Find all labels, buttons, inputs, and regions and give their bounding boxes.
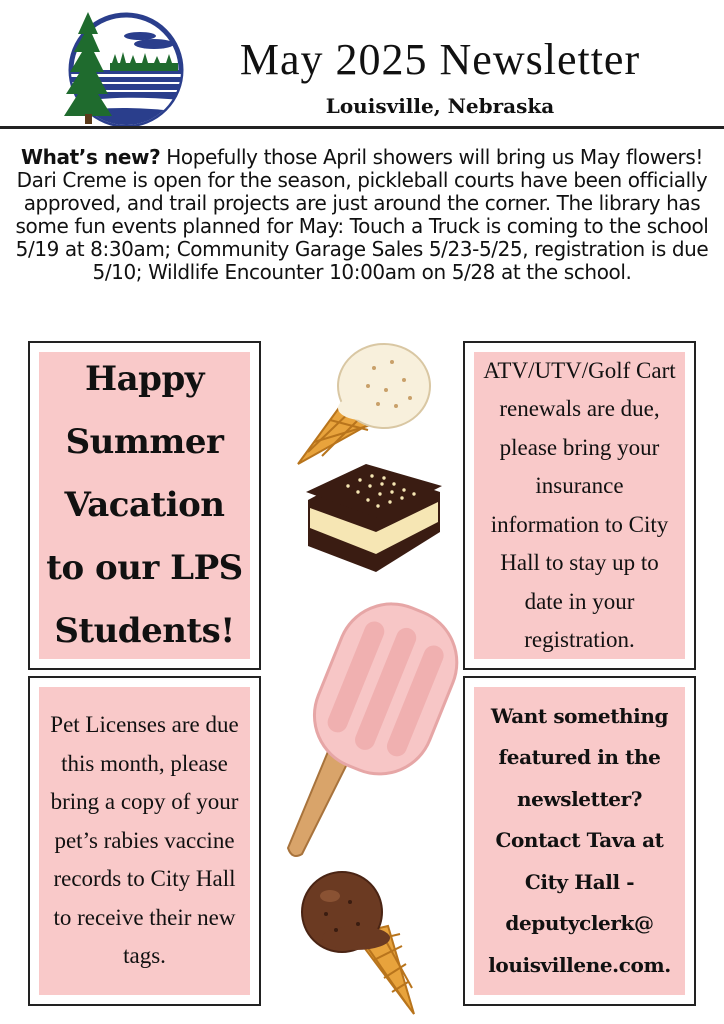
atv-renewal-card <box>463 341 696 670</box>
tree-lake-logo-icon <box>50 8 186 128</box>
vanilla-ice-cream-cone-icon <box>292 328 442 468</box>
pet-license-card <box>28 676 261 1006</box>
intro-paragraph <box>12 146 712 284</box>
summer-vacation-card <box>28 341 261 670</box>
pink-popsicle-icon <box>282 592 462 862</box>
contact-text: Want something featured in the newsletter? Contact Tava at City Hall - deputyclerk@ louisvillene.com. <box>488 703 671 977</box>
page-title: May 2025 Newsletter <box>239 35 641 84</box>
ice-cream-sandwich-icon <box>298 462 448 580</box>
contact-card <box>463 676 696 1006</box>
summer-vacation-text: Happy Summer Vacation to our LPS Students! <box>46 359 243 651</box>
intro-body: Hopefully those April showers will bring us May flowers! Dari Creme is open for the season, pickleball courts have been officially approved, and trail projects are just around the corner. The library has some fun events planned for May: Touch a Truck is coming to the school 5/19 at 8:30am; Community Garage Sales 5/23-5/25, registration is due 5/10; Wildlife Encounter 10:00am on 5/28 at the school. <box>15 145 709 284</box>
atv-renewal-text: ATV/UTV/Golf Cart renewals are due, please bring your insurance information to City Hall to stay up to date in your registration. <box>483 357 676 652</box>
page-subtitle: Louisville, Nebraska <box>325 94 555 118</box>
pet-license-text: Pet Licenses are due this month, please bring a copy of your pet’s rabies vaccine records to City Hall to receive their new tags. <box>50 712 239 969</box>
chocolate-ice-cream-cone-icon <box>296 868 420 1018</box>
intro-lead: What’s new? <box>21 145 161 169</box>
header-divider <box>0 126 724 129</box>
